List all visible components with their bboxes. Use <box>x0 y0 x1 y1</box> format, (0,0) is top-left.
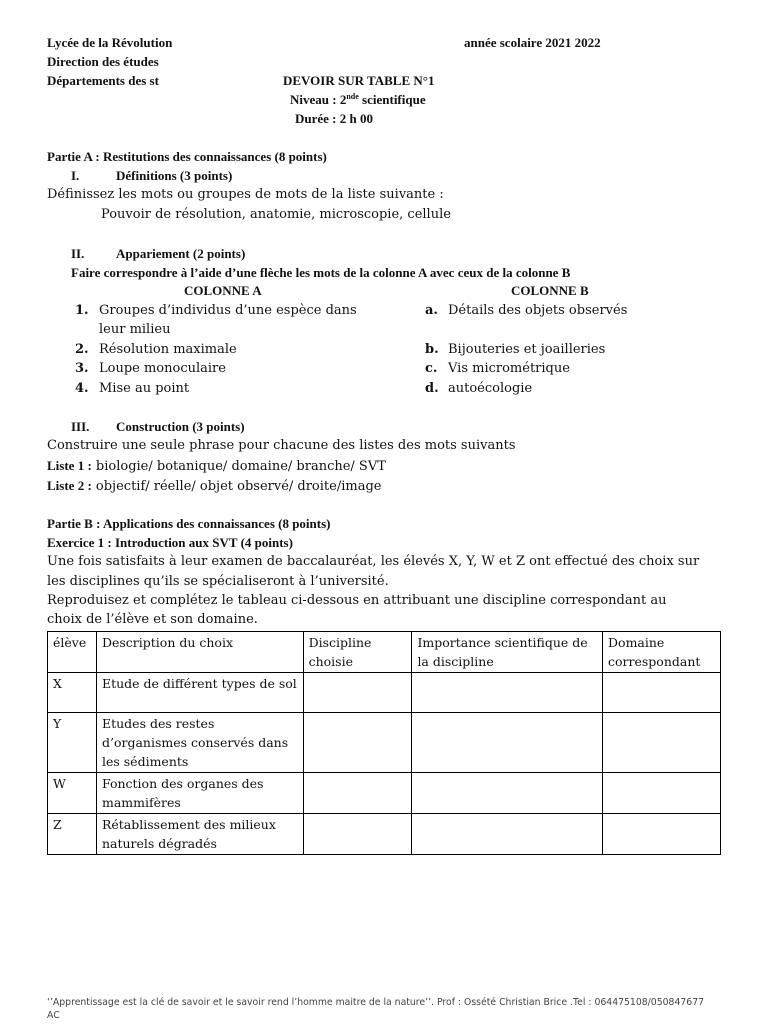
description-cell: Rétablissement des milieux naturels dégradés <box>96 814 303 855</box>
col-b-item-letter: d. <box>425 381 439 396</box>
section-1-number: I. <box>71 168 80 183</box>
table-header: Importance scientifique de la discipline <box>412 632 603 673</box>
domain-cell[interactable] <box>603 773 721 814</box>
importance-cell[interactable] <box>412 673 603 713</box>
table-header: élève <box>48 632 97 673</box>
domain-cell[interactable] <box>603 713 721 773</box>
col-a-item-text: Mise au point <box>99 381 190 396</box>
section-3-instruction: Construire une seule phrase pour chacune des listes des mots suivants <box>47 438 516 453</box>
section-2-number: II. <box>71 246 85 261</box>
section-2-instruction: Faire correspondre à l’aide d’une flèche les mots de la colonne A avec ceux de la colonne B <box>71 265 571 280</box>
description-cell: Etudes des restes d’organismes conservés dans les sédiments <box>96 713 303 773</box>
description-cell: Fonction des organes des mammifères <box>96 773 303 814</box>
word-list-2: Liste 2 : objectif/ réelle/ objet observé/ droite/image <box>47 478 382 494</box>
description-cell: Etude de différent types de sol <box>96 673 303 713</box>
col-b-item-text: Vis micrométrique <box>448 361 570 376</box>
exercise-instruction-cont: choix de l’élève et son domaine. <box>47 612 258 627</box>
column-a-title: COLONNE A <box>184 283 262 298</box>
table-header: Discipline choisie <box>303 632 412 673</box>
section-1-instruction: Définissez les mots ou groupes de mots de la liste suivante : <box>47 187 444 202</box>
importance-cell[interactable] <box>412 773 603 814</box>
part-b-title: Partie B : Applications des connaissances (8 points) <box>47 516 331 531</box>
col-a-item-text-cont: leur milieu <box>99 322 171 337</box>
table-row <box>48 773 721 814</box>
col-a-item-text: Résolution maximale <box>99 342 237 357</box>
section-3-number: III. <box>71 419 90 434</box>
section-3-title: Construction (3 points) <box>116 419 245 434</box>
col-b-item-text: Détails des objets observés <box>448 303 628 318</box>
importance-cell[interactable] <box>412 713 603 773</box>
col-b-item-letter: c. <box>425 361 438 376</box>
domain-cell[interactable] <box>603 673 721 713</box>
col-a-item-number: 2. <box>75 342 89 357</box>
column-b-title: COLONNE B <box>511 283 589 298</box>
exercise-1-title: Exercice 1 : Introduction aux SVT (4 points) <box>47 535 293 550</box>
table-row <box>48 713 721 773</box>
col-b-item-letter: b. <box>425 342 439 357</box>
footer-quote: ‘’Apprentissage est la clé de savoir et le savoir rend l’homme maitre de la nature’’. Prof : Ossété Christian Brice .Tel : 064475108/050847677 AC <box>47 997 705 1021</box>
col-a-item-number: 1. <box>75 303 89 318</box>
discipline-cell[interactable] <box>303 673 412 713</box>
exercise-instruction: Reproduisez et complétez le tableau ci-dessous en attribuant une discipline correspondant au <box>47 593 667 608</box>
school-year: année scolaire 2021 2022 <box>464 35 601 50</box>
part-a-title: Partie A : Restitutions des connaissances (8 points) <box>47 149 327 164</box>
col-b-item-text: autoécologie <box>448 381 533 396</box>
col-a-item-text: Groupes d’individus d’une espèce dans <box>99 303 357 318</box>
student-cell: Z <box>48 814 97 855</box>
col-b-item-text: Bijouteries et joailleries <box>448 342 606 357</box>
importance-cell[interactable] <box>412 814 603 855</box>
discipline-cell[interactable] <box>303 773 412 814</box>
discipline-cell[interactable] <box>303 713 412 773</box>
exam-level: Niveau : 2nde scientifique <box>290 92 426 107</box>
word-list-1: Liste 1 : biologie/ botanique/ domaine/ branche/ SVT <box>47 458 386 474</box>
table-row <box>48 814 721 855</box>
table-header: Description du choix <box>96 632 303 673</box>
col-a-item-number: 3. <box>75 361 89 376</box>
exam-duration: Durée : 2 h 00 <box>295 111 373 126</box>
col-a-item-number: 4. <box>75 381 89 396</box>
section-1-title: Définitions (3 points) <box>116 168 233 183</box>
section-2-title: Appariement (2 points) <box>116 246 246 261</box>
student-cell: W <box>48 773 97 814</box>
col-b-item-letter: a. <box>425 303 438 318</box>
student-cell: Y <box>48 713 97 773</box>
domain-cell[interactable] <box>603 814 721 855</box>
table-header: Domaine correspondant <box>603 632 721 673</box>
direction-name: Direction des études <box>47 54 159 69</box>
table-header-row <box>48 632 721 673</box>
section-1-words: Pouvoir de résolution, anatomie, microscopie, cellule <box>101 207 451 222</box>
departments-name: Départements des st <box>47 73 159 88</box>
exercise-paragraph-cont: les disciplines qu’ils se spécialiseront à l’université. <box>47 574 389 589</box>
choices-table <box>47 631 721 855</box>
school-name: Lycée de la Révolution <box>47 35 173 50</box>
student-cell: X <box>48 673 97 713</box>
exam-title: DEVOIR SUR TABLE N°1 <box>283 73 435 88</box>
exercise-paragraph: Une fois satisfaits à leur examen de baccalauréat, les élevés X, Y, W et Z ont effectué des choix sur <box>47 554 700 569</box>
discipline-cell[interactable] <box>303 814 412 855</box>
col-a-item-text: Loupe monoculaire <box>99 361 226 376</box>
table-row <box>48 673 721 713</box>
